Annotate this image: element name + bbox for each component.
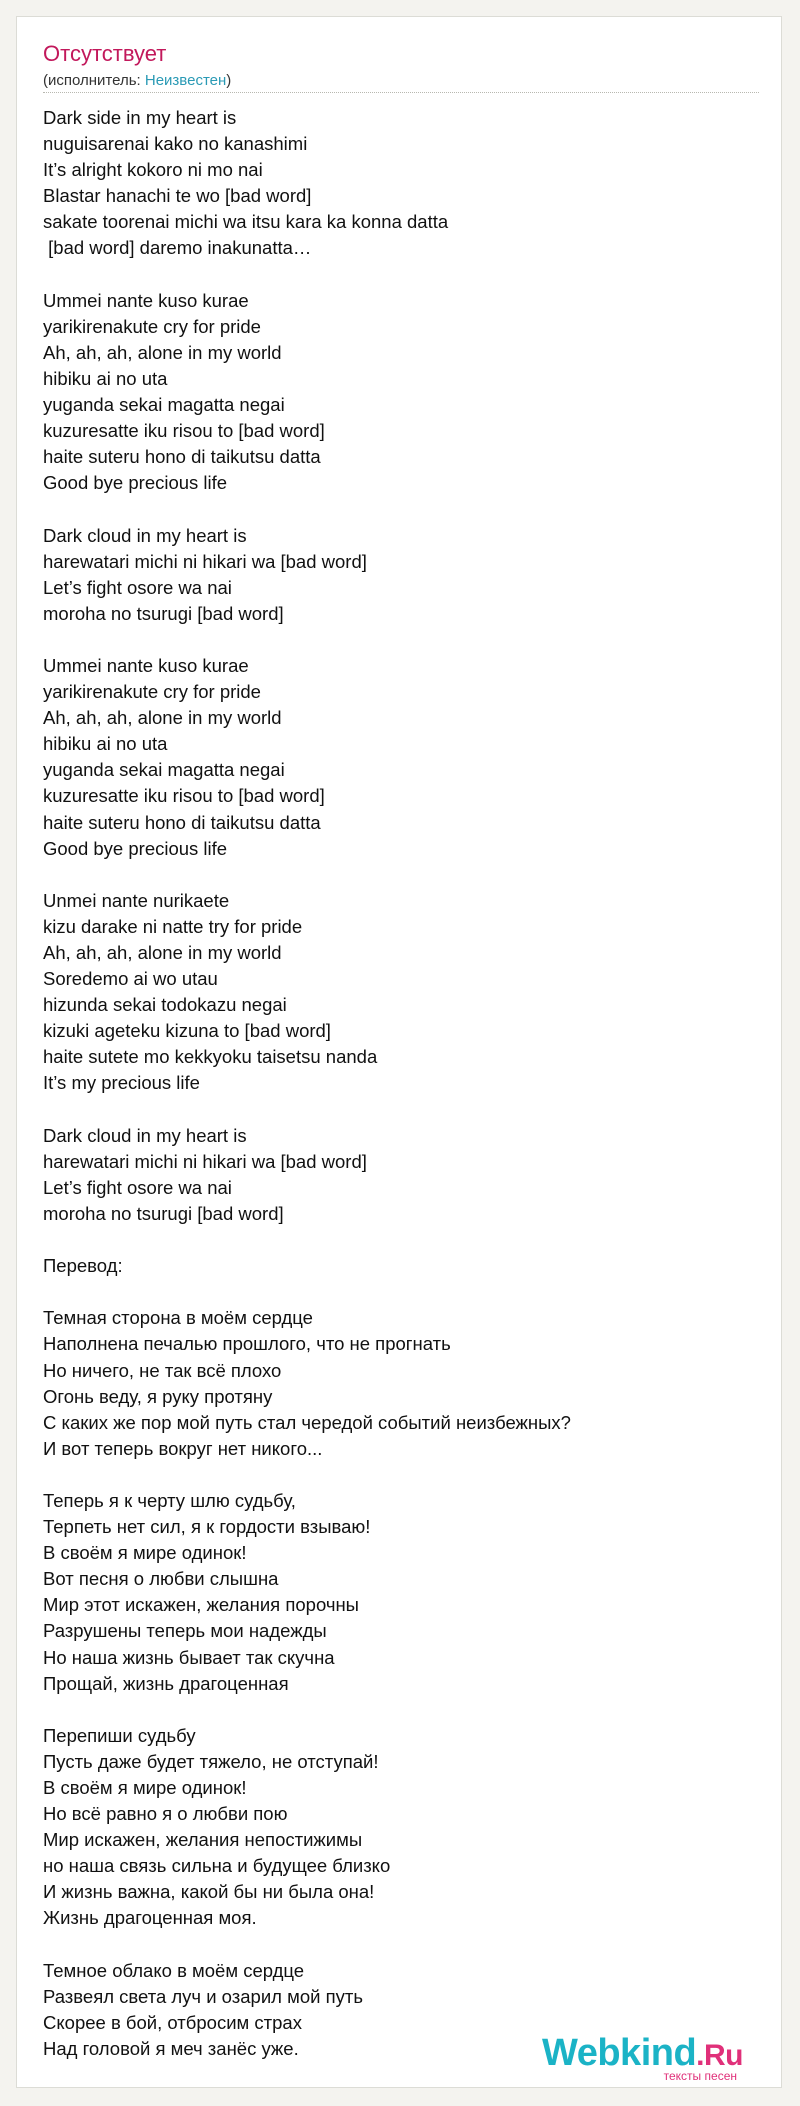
- artist-link[interactable]: Неизвестен: [144, 72, 227, 89]
- lyric-line: Прощай, жизнь драгоценная: [43, 1672, 289, 1694]
- lyric-line: [43, 1462, 763, 1488]
- lyric-line: hizunda sekai todokazu negai: [43, 994, 287, 1016]
- lyric-line: [bad word] daremo inakunatta…: [43, 237, 312, 259]
- lyric-line: [43, 627, 763, 653]
- lyric-line: но наша связь сильна и будущее близко: [43, 1855, 391, 1877]
- lyric-line: sakate toorenai michi wa itsu kara ka konna datta: [43, 211, 449, 233]
- lyric-line: Теперь я к черту шлю судьбу,: [43, 1489, 296, 1511]
- lyric-line: yuganda sekai magatta negai: [43, 394, 285, 416]
- lyric-line: Но всё равно я о любви пою: [43, 1803, 288, 1825]
- lyric-line: hibiku ai no uta: [43, 733, 168, 755]
- lyric-line: Good bye precious life: [43, 472, 228, 494]
- lyric-line: haite suteru hono di taikutsu datta: [43, 446, 321, 468]
- lyric-line: Но наша жизнь бывает так скучна: [43, 1646, 335, 1668]
- lyric-line: kuzuresatte iku risou to [bad word]: [43, 420, 325, 442]
- lyric-line: Blastar hanachi te wo [bad word]: [43, 185, 312, 207]
- lyric-line: Скорее в бой, отбросим страх: [43, 2011, 302, 2033]
- lyric-line: Разрушены теперь мои надежды: [43, 1620, 327, 1642]
- lyric-line: Перепиши судьбу: [43, 1724, 196, 1746]
- lyric-line: moroha no tsurugi [bad word]: [43, 1202, 284, 1224]
- lyric-line: yuganda sekai magatta negai: [43, 759, 285, 781]
- site-logo[interactable]: [542, 2032, 743, 2083]
- lyric-line: Перевод:: [43, 1255, 123, 1277]
- lyric-line: Let’s fight osore wa nai: [43, 1176, 232, 1198]
- lyric-line: [43, 262, 763, 288]
- lyric-line: haite suteru hono di taikutsu datta: [43, 811, 321, 833]
- lyric-line: Soredemo ai wo utau: [43, 968, 218, 990]
- lyric-line: И жизнь важна, какой бы ни была она!: [43, 1881, 375, 1903]
- lyric-line: Наполнена печалью прошлого, что не прогнать: [43, 1333, 451, 1355]
- lyric-line: Good bye precious life: [43, 837, 228, 859]
- lyric-line: Жизнь драгоценная моя.: [43, 1907, 257, 1929]
- lyric-line: haite sutete mo kekkyoku taisetsu nanda: [43, 1046, 378, 1068]
- lyric-line: kizuki ageteku kizuna to [bad word]: [43, 1020, 331, 1042]
- lyric-line: Мир искажен, желания непостижимы: [43, 1829, 363, 1851]
- lyric-line: Dark cloud in my heart is: [43, 1124, 247, 1146]
- lyric-line: [43, 1932, 763, 1958]
- lyric-line: Unmei nante nurikaete: [43, 889, 230, 911]
- lyric-line: kuzuresatte iku risou to [bad word]: [43, 785, 325, 807]
- logo-tagline: тексты песен: [663, 2069, 737, 2083]
- lyric-line: И вот теперь вокруг нет никого...: [43, 1437, 323, 1459]
- lyric-line: В своём я мире одинок!: [43, 1777, 247, 1798]
- lyric-line: Ummei nante kuso kurae: [43, 289, 249, 311]
- lyric-line: Темное облако в моём сердце: [43, 1959, 305, 1981]
- lyric-line: [43, 1279, 763, 1305]
- lyric-line: Ummei nante kuso kurae: [43, 654, 249, 676]
- lyric-line: Ah, ah, ah, alone in my world: [43, 707, 282, 729]
- artist-line: [43, 72, 231, 89]
- lyric-line: Мир этот искажен, желания порочны: [43, 1594, 359, 1616]
- lyric-line: Терпеть нет сил, я к гордости взываю!: [43, 1516, 371, 1538]
- lyric-line: harewatari michi ni hikari wa [bad word]: [43, 550, 367, 572]
- content-card: [16, 16, 782, 2088]
- song-title: Отсутствует: [43, 41, 167, 66]
- lyric-line: Пусть даже будет тяжело, не отступай!: [43, 1750, 379, 1772]
- lyric-line: Темная сторона в моём сердце: [43, 1307, 313, 1329]
- lyric-line: [43, 1097, 763, 1123]
- lyric-line: [43, 496, 763, 522]
- artist-prefix: (исполнитель:: [43, 72, 145, 89]
- lyric-line: kizu darake ni natte try for pride: [43, 915, 303, 937]
- logo-name: Webkind: [542, 2032, 697, 2074]
- lyric-line: Dark cloud in my heart is: [43, 524, 247, 546]
- lyric-line: Но ничего, не так всё плохо: [43, 1359, 282, 1381]
- lyric-line: yarikirenakute cry for pride: [43, 315, 261, 337]
- lyric-line: Вот песня о любви слышна: [43, 1568, 279, 1590]
- lyric-line: [43, 1697, 763, 1723]
- lyric-line: Let’s fight osore wa nai: [43, 576, 232, 598]
- lyric-line: [43, 862, 763, 888]
- lyric-line: hibiku ai no uta: [43, 367, 168, 389]
- lyric-line: Огонь веду, я руку протяну: [43, 1385, 273, 1407]
- logo-tld: .Ru: [696, 2039, 743, 2072]
- divider: [43, 92, 759, 93]
- artist-suffix: ): [226, 72, 232, 89]
- lyric-line: Над головой я меч занёс уже.: [43, 2037, 299, 2059]
- lyric-line: [43, 1227, 763, 1253]
- lyric-line: It’s my precious life: [43, 1072, 200, 1094]
- lyric-line: Ah, ah, ah, alone in my world: [43, 942, 282, 963]
- lyric-line: harewatari michi ni hikari wa [bad word]: [43, 1150, 367, 1172]
- lyric-line: It’s alright kokoro ni mo nai: [43, 159, 263, 181]
- lyrics-body: [43, 105, 763, 2062]
- lyric-line: moroha no tsurugi [bad word]: [43, 602, 284, 624]
- lyric-line: Развеял света луч и озарил мой путь: [43, 1985, 363, 2007]
- lyric-line: Ah, ah, ah, alone in my world: [43, 341, 282, 363]
- lyric-line: yarikirenakute cry for pride: [43, 681, 261, 703]
- lyric-line: nuguisarenai kako no kanashimi: [43, 133, 308, 155]
- lyric-line: Dark side in my heart is: [43, 107, 237, 128]
- lyric-line: С каких же пор мой путь стал чередой событий неизбежных?: [43, 1411, 571, 1433]
- lyric-line: В своём я мире одинок!: [43, 1542, 247, 1564]
